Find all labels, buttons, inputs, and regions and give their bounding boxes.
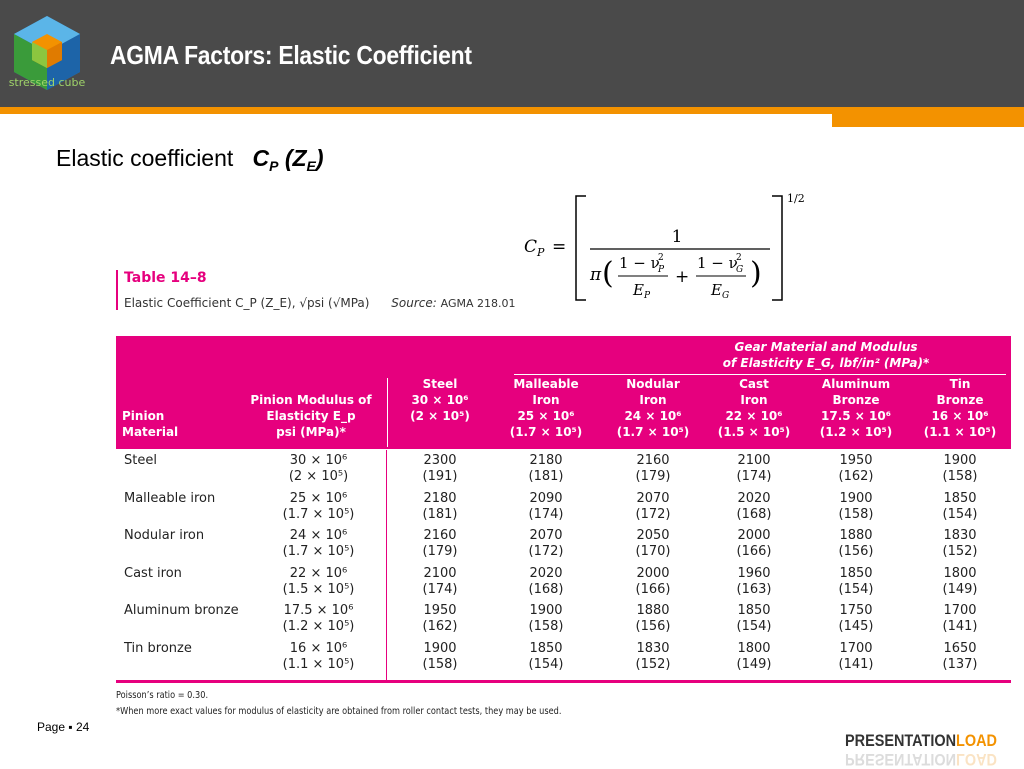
- elastic-coefficient-cell: [910, 491, 1010, 523]
- cp-mpa-value: (141): [942, 619, 978, 634]
- pinion-modulus-cell: [256, 566, 381, 598]
- elastic-coefficient-cell: [910, 453, 1010, 485]
- cp-psi-value: 2000: [737, 528, 771, 543]
- pinion-material-header-line-2: Material: [122, 425, 179, 439]
- pinion-modulus-cell: [256, 491, 381, 523]
- cp-psi-value: 1900: [839, 490, 873, 506]
- cp-psi-value: 2050: [636, 528, 670, 543]
- elastic-coefficient-cell: [492, 566, 600, 598]
- table-source-value: AGMA 218.01: [440, 297, 516, 310]
- cp-psi-value: 1650: [943, 640, 977, 656]
- cp-psi-value: 2160: [636, 453, 670, 468]
- cp-psi-value: 2180: [529, 453, 563, 468]
- group-header-divider: [514, 374, 1006, 375]
- elastic-coefficient-cell: [802, 528, 910, 560]
- pinion-material-header: [122, 408, 178, 440]
- table-notes: [116, 688, 561, 720]
- formula-eg-sub: G: [722, 291, 730, 301]
- cp-mpa-value: (174): [422, 581, 458, 597]
- cp-mpa-value: (191): [422, 469, 458, 484]
- elastic-coefficient-cell: [600, 491, 706, 523]
- cp-mpa-value: (166): [736, 544, 772, 559]
- pinion-modulus-header-line-2: Elasticity E_p: [266, 409, 356, 423]
- cp-mpa-value: (156): [838, 544, 874, 559]
- gear-column-header-line: Malleable: [513, 377, 579, 391]
- gear-column-header-line: 24 × 10⁶: [624, 409, 682, 423]
- cp-mpa-value: (181): [528, 469, 564, 484]
- cp-psi-value: 2100: [737, 453, 771, 468]
- cp-mpa-value: (181): [422, 506, 458, 522]
- formula-exponent: 1/2: [787, 192, 805, 205]
- elastic-coefficient-cell: [802, 491, 910, 523]
- cp-psi-value: 1750: [839, 603, 873, 618]
- cp-mpa-value: (152): [635, 656, 671, 672]
- table-bottom-rule: [116, 680, 1011, 683]
- elastic-coefficient-cell: [492, 491, 600, 523]
- gear-column-header-line: Bronze: [832, 393, 880, 407]
- gear-column-header-line: Aluminum: [821, 377, 891, 391]
- cp-psi-value: 2020: [529, 565, 563, 581]
- gear-column-header-line: 17.5 × 10⁶: [821, 409, 891, 423]
- cp-psi-value: 2000: [636, 565, 670, 581]
- brand-part-2: LOAD: [956, 731, 998, 750]
- elastic-coefficient-cell: [600, 528, 706, 560]
- cp-psi-value: 1700: [943, 603, 977, 618]
- pinion-modulus-line: (1.2 × 10⁵): [282, 619, 355, 634]
- elastic-coefficient-cell: [910, 603, 1010, 635]
- cp-psi-value: 1800: [943, 565, 977, 581]
- formula-open-paren: (: [602, 256, 614, 291]
- cp-mpa-value: (154): [838, 581, 874, 597]
- elastic-coefficient-cell: [910, 528, 1010, 560]
- pinion-modulus-header-line-1: Pinion Modulus of: [250, 393, 372, 407]
- presentationload-logo: [845, 731, 997, 751]
- cp-mpa-value: (162): [838, 469, 874, 484]
- formula-eg: E: [711, 281, 722, 299]
- cp-mpa-value: (163): [736, 581, 772, 597]
- cp-psi-value: 2300: [423, 453, 457, 468]
- ze-close-paren: ): [315, 145, 324, 171]
- elastic-coefficient-cell: [802, 603, 910, 635]
- cp-psi-value: 2090: [529, 490, 563, 506]
- elastic-coefficient-cell: [600, 603, 706, 635]
- pinion-material-cell: Nodular iron: [124, 528, 205, 543]
- pinion-material-cell: Malleable iron: [124, 490, 216, 506]
- cp-symbol: C: [252, 145, 270, 171]
- formula-plus: +: [675, 267, 690, 287]
- cp-mpa-value: (166): [635, 581, 671, 597]
- gear-column-header-line: Steel: [422, 377, 458, 391]
- gear-column-header-line: Iron: [740, 393, 768, 407]
- cp-psi-value: 1700: [839, 640, 873, 656]
- gear-column-header-line: (1.5 × 10⁵): [717, 425, 791, 439]
- elastic-coefficient-cell: [706, 453, 802, 485]
- ze-symbol: Z: [292, 145, 307, 171]
- brand-part-1: PRESENTATION: [845, 731, 957, 750]
- pinion-material-cell: Steel: [124, 453, 157, 468]
- gear-column-header-line: (2 × 10⁵): [410, 409, 470, 423]
- gear-column-header-line: (1.7 × 10⁵): [616, 425, 690, 439]
- cp-mpa-value: (162): [422, 619, 458, 634]
- group-header-line-2: of Elasticity E_G, lbf/in² (MPa)*: [722, 356, 930, 370]
- note-modulus: *When more exact values for modulus of elasticity are obtained from roller contact tests, they may be used.: [116, 706, 562, 717]
- pinion-modulus-line: 22 × 10⁶: [289, 565, 348, 581]
- gear-material-group-header: [696, 339, 956, 371]
- page-number: Page ▪ 24: [37, 720, 90, 734]
- logo-text: stressed cube: [8, 76, 86, 89]
- header-stripe: [0, 107, 1024, 114]
- elastic-coefficient-cell: [492, 641, 600, 673]
- pinion-modulus-line: 24 × 10⁶: [289, 528, 348, 543]
- table-header: [116, 336, 1011, 449]
- table-row: [116, 488, 1011, 526]
- cp-psi-value: 1830: [943, 528, 977, 543]
- table-row: [116, 450, 1011, 488]
- cp-psi-value: 2160: [423, 528, 457, 543]
- cp-mpa-value: (137): [942, 656, 978, 672]
- pinion-modulus-cell: [256, 453, 381, 485]
- cp-subscript: P: [269, 158, 279, 174]
- elastic-coefficient-cell: [600, 641, 706, 673]
- left-bracket: [576, 196, 586, 300]
- elastic-coefficient-cell: [706, 566, 802, 598]
- formula-numerator: 1: [671, 227, 683, 247]
- formula-ep: E: [633, 281, 644, 299]
- table-row: [116, 525, 1011, 563]
- pinion-modulus-cell: [256, 603, 381, 635]
- pinion-modulus-line: (2 × 10⁵): [288, 469, 349, 484]
- elastic-coefficient-cell: [388, 453, 492, 485]
- cp-mpa-value: (168): [736, 506, 772, 522]
- formula-equals: =: [552, 237, 567, 257]
- elastic-coefficient-cell: [492, 528, 600, 560]
- gear-column-header-line: 30 × 10⁶: [411, 393, 469, 407]
- cp-mpa-value: (158): [528, 619, 564, 634]
- cp-mpa-value: (141): [838, 656, 874, 672]
- formula-vp-sub: P: [658, 265, 665, 275]
- cp-mpa-value: (179): [422, 544, 458, 559]
- table-caption: [116, 270, 515, 310]
- cp-psi-value: 1850: [839, 565, 873, 581]
- elastic-coefficient-cell: [600, 453, 706, 485]
- gear-column-header-line: (1.1 × 10⁵): [923, 425, 997, 439]
- elastic-coefficient-cell: [388, 491, 492, 523]
- elastic-coefficient-cell: [388, 603, 492, 635]
- cp-psi-value: 1830: [636, 640, 670, 656]
- elastic-coefficient-cell: [802, 453, 910, 485]
- elastic-coefficient-cell: [910, 566, 1010, 598]
- table-number: Table 14–8: [124, 270, 207, 286]
- right-bracket: [772, 196, 782, 300]
- pinion-material-cell: Cast iron: [124, 565, 182, 581]
- gear-column-header-line: (1.2 × 10⁵): [819, 425, 893, 439]
- cp-mpa-value: (154): [942, 506, 978, 522]
- gear-column-header: [388, 376, 492, 424]
- cp-mpa-value: (158): [422, 656, 458, 672]
- elastic-coefficient-cell: [388, 566, 492, 598]
- elastic-coefficient-cell: [600, 566, 706, 598]
- gear-column-header: [910, 376, 1010, 440]
- table-row: [116, 600, 1011, 638]
- elastic-coefficient-cell: [706, 491, 802, 523]
- cp-psi-value: 2070: [636, 490, 670, 506]
- elastic-coefficient-cell: [388, 641, 492, 673]
- table-row: [116, 638, 1011, 676]
- cp-psi-value: 2070: [529, 528, 563, 543]
- cp-psi-value: 1850: [737, 603, 771, 618]
- cp-psi-value: 2180: [423, 490, 457, 506]
- formula-vg-term: 1 − ν: [697, 254, 738, 272]
- pinion-modulus-header-line-3: psi (MPa)*: [276, 425, 346, 439]
- gear-column-header-line: 16 × 10⁶: [931, 409, 989, 423]
- cp-mpa-value: (172): [528, 544, 564, 559]
- elastic-coefficient-cell: [802, 641, 910, 673]
- ze-subscript: E: [306, 158, 316, 174]
- cp-mpa-value: (172): [635, 506, 671, 522]
- pinion-modulus-header: [236, 392, 386, 440]
- elastic-coefficient-cell: [910, 641, 1010, 673]
- cp-mpa-value: (168): [528, 581, 564, 597]
- cp-psi-value: 1880: [839, 528, 873, 543]
- cp-mpa-value: (170): [635, 544, 671, 559]
- cp-psi-value: 1950: [423, 603, 457, 618]
- formula-close-paren: ): [750, 256, 762, 291]
- gear-column-header-line: 25 × 10⁶: [517, 409, 575, 423]
- gear-column-header: [600, 376, 706, 440]
- pinion-material-header-line-1: Pinion: [122, 409, 165, 423]
- pinion-modulus-line: 17.5 × 10⁶: [283, 603, 354, 618]
- cp-mpa-value: (152): [942, 544, 978, 559]
- cp-psi-value: 1850: [943, 490, 977, 506]
- pinion-modulus-line: (1.7 × 10⁵): [282, 506, 355, 522]
- cp-mpa-value: (149): [942, 581, 978, 597]
- brand-reflection-part-1: PRESENTATION: [845, 750, 957, 769]
- gear-column-header-line: Iron: [639, 393, 667, 407]
- pinion-material-cell: Tin bronze: [124, 640, 192, 656]
- gear-column-header-line: 22 × 10⁶: [725, 409, 783, 423]
- pinion-material-cell: Aluminum bronze: [124, 603, 239, 618]
- pinion-modulus-line: 16 × 10⁶: [289, 640, 348, 656]
- slide-subtitle: [56, 145, 324, 174]
- table-description: Elastic Coefficient C_P (Z_E), √psi (√MPa): [124, 296, 370, 310]
- elastic-coefficient-cell: [492, 603, 600, 635]
- formula-lhs-sub: P: [537, 246, 545, 259]
- elastic-coefficient-cell: [492, 453, 600, 485]
- elastic-coefficient-cell: [706, 603, 802, 635]
- cp-mpa-value: (149): [736, 656, 772, 672]
- cp-mpa-value: (158): [838, 506, 874, 522]
- group-header-line-1: Gear Material and Modulus: [734, 340, 918, 354]
- table-source-label: Source:: [391, 296, 437, 310]
- cp-mpa-value: (145): [838, 619, 874, 634]
- pinion-modulus-line: (1.7 × 10⁵): [282, 544, 355, 559]
- elastic-coefficient-formula: [520, 190, 820, 305]
- formula-vp-term: 1 − ν: [619, 254, 660, 272]
- cp-psi-value: 2020: [737, 490, 771, 506]
- cp-mpa-value: (154): [736, 619, 772, 634]
- pinion-modulus-line: (1.1 × 10⁵): [282, 656, 355, 672]
- cp-psi-value: 1880: [636, 603, 670, 618]
- cp-psi-value: 1960: [737, 565, 771, 581]
- header-accent-tab: [832, 114, 1024, 127]
- gear-column-header-line: Nodular: [626, 377, 680, 391]
- cp-psi-value: 1950: [839, 453, 873, 468]
- elastic-coefficient-cell: [802, 566, 910, 598]
- table-description-line: [124, 296, 515, 310]
- cp-psi-value: 2100: [423, 565, 457, 581]
- gear-column-header-line: Cast: [739, 377, 769, 391]
- cp-psi-value: 1900: [423, 640, 457, 656]
- table-row: [116, 563, 1011, 601]
- gear-column-header: [706, 376, 802, 440]
- gear-column-header-line: Tin: [949, 377, 971, 391]
- gear-column-header-line: (1.7 × 10⁵): [509, 425, 583, 439]
- cp-psi-value: 1900: [943, 453, 977, 468]
- formula-pi: π: [590, 265, 602, 285]
- formula-vp-sup: 2: [658, 253, 664, 263]
- slide-title: AGMA Factors: Elastic Coefficient: [110, 40, 472, 70]
- gear-column-header: [492, 376, 600, 440]
- cp-mpa-value: (174): [528, 506, 564, 522]
- brand-reflection-part-2: LOAD: [956, 750, 998, 769]
- pinion-modulus-line: 25 × 10⁶: [289, 490, 348, 506]
- cp-psi-value: 1900: [529, 603, 563, 618]
- formula-vg-sub: G: [736, 265, 744, 275]
- pinion-modulus-line: 30 × 10⁶: [289, 453, 348, 468]
- cp-mpa-value: (174): [736, 469, 772, 484]
- elastic-coefficient-cell: [706, 641, 802, 673]
- note-poisson: Poisson’s ratio = 0.30.: [116, 690, 209, 701]
- pinion-modulus-cell: [256, 528, 381, 560]
- gear-column-header-line: Bronze: [936, 393, 984, 407]
- elastic-coefficient-cell: [706, 528, 802, 560]
- ze-open-paren: (: [284, 145, 293, 171]
- formula-ep-sub: P: [644, 291, 651, 301]
- cp-psi-value: 1850: [529, 640, 563, 656]
- cp-psi-value: 1800: [737, 640, 771, 656]
- elastic-coefficient-cell: [388, 528, 492, 560]
- formula-vg-sup: 2: [736, 253, 742, 263]
- gear-column-header-line: Iron: [532, 393, 560, 407]
- cp-mpa-value: (156): [635, 619, 671, 634]
- subtitle-text: Elastic coefficient: [56, 145, 234, 171]
- presentationload-logo-reflection: [845, 749, 997, 769]
- formula-lhs: C: [524, 237, 538, 257]
- cp-mpa-value: (154): [528, 656, 564, 672]
- pinion-modulus-cell: [256, 641, 381, 673]
- cp-mpa-value: (158): [942, 469, 978, 484]
- pinion-modulus-line: (1.5 × 10⁵): [282, 581, 355, 597]
- cp-mpa-value: (179): [635, 469, 671, 484]
- gear-column-header: [802, 376, 910, 440]
